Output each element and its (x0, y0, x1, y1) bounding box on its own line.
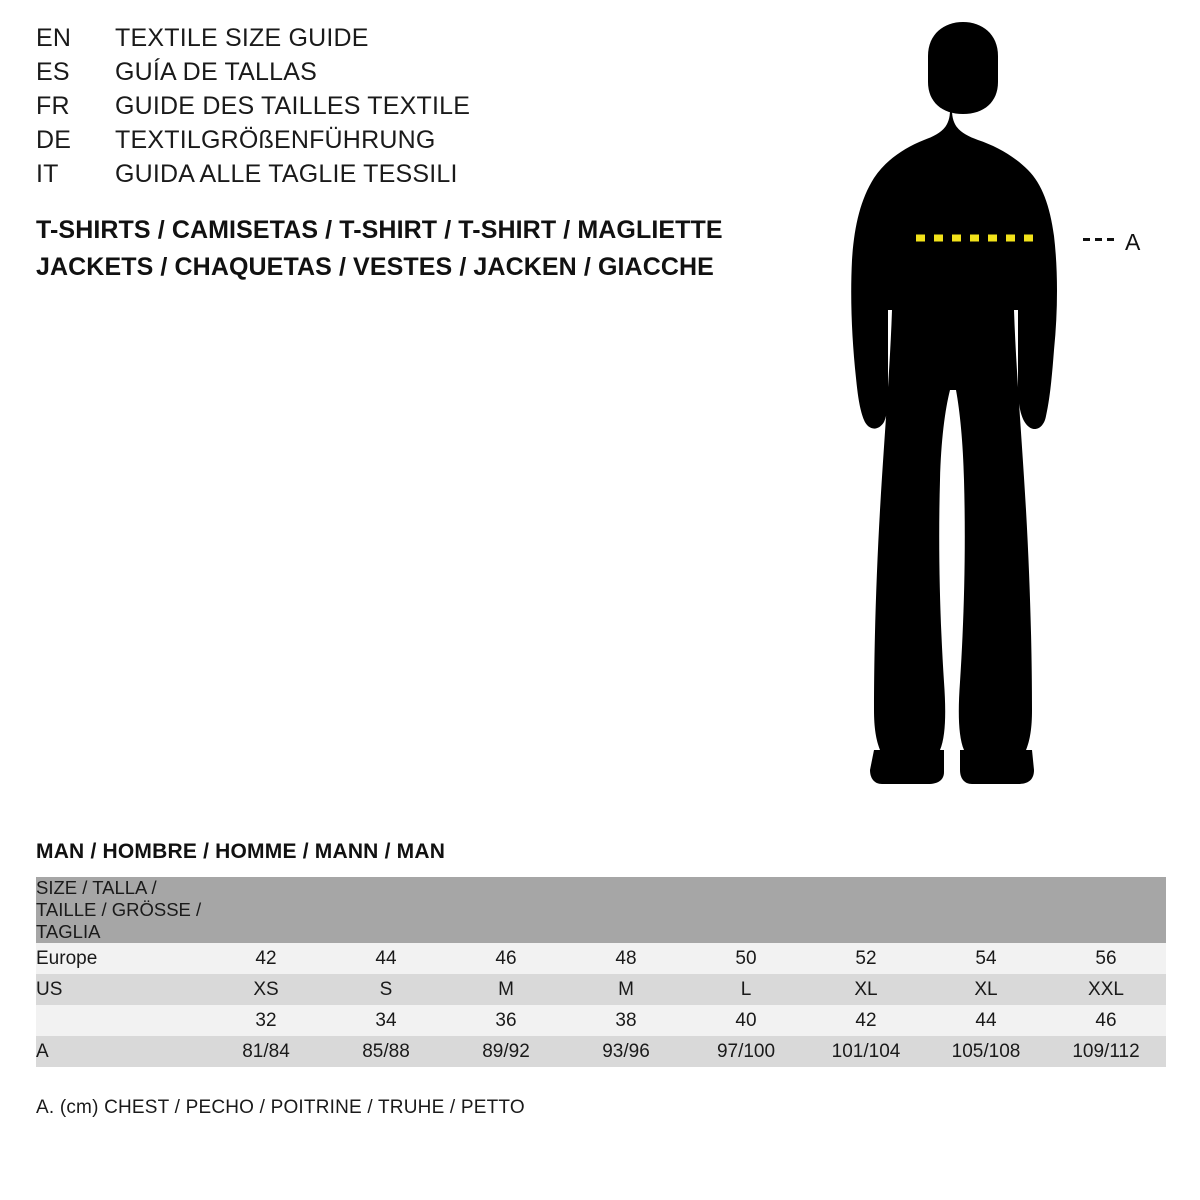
table-cell: 40 (686, 1005, 806, 1036)
table-header-spacer (326, 877, 446, 943)
table-cell: 44 (326, 943, 446, 974)
table-cell: XL (926, 974, 1046, 1005)
table-cell: 46 (1046, 1005, 1166, 1036)
table-header-spacer (446, 877, 566, 943)
table-cell: 42 (806, 1005, 926, 1036)
table-cell: 56 (1046, 943, 1166, 974)
table-header-spacer (806, 877, 926, 943)
table-cell: S (326, 974, 446, 1005)
table-row (36, 943, 1166, 974)
table-row (36, 1005, 1166, 1036)
table-cell: 109/112 (1046, 1036, 1166, 1067)
language-title-list (36, 26, 756, 196)
table-header-spacer (686, 877, 806, 943)
language-title: GUIDE DES TAILLES TEXTILE (115, 92, 471, 120)
table-header-spacer (1046, 877, 1166, 943)
table-cell: XS (206, 974, 326, 1005)
table-cell: L (686, 974, 806, 1005)
table-cell: XL (806, 974, 926, 1005)
table-cell: 50 (686, 943, 806, 974)
table-cell: 44 (926, 1005, 1046, 1036)
table-section-title: MAN / HOMBRE / HOMME / MANN / MAN (36, 840, 446, 863)
language-title: GUÍA DE TALLAS (115, 58, 317, 86)
row-label-europe: Europe (36, 943, 206, 974)
table-cell: 81/84 (206, 1036, 326, 1067)
garment-type-tshirts: T-SHIRTS / CAMISETAS / T-SHIRT / T-SHIRT / MAGLIETTE (36, 216, 723, 244)
table-cell: 36 (446, 1005, 566, 1036)
size-table-section (36, 840, 1166, 1067)
language-title: TEXTILGRÖßENFÜHRUNG (115, 126, 436, 154)
language-title: TEXTILE SIZE GUIDE (115, 24, 369, 52)
language-row (36, 128, 756, 153)
language-code: ES (36, 58, 70, 86)
language-code: EN (36, 24, 72, 52)
language-row (36, 162, 756, 187)
table-row (36, 974, 1166, 1005)
table-row (36, 1036, 1166, 1067)
table-cell: 101/104 (806, 1036, 926, 1067)
table-cell: XXL (1046, 974, 1166, 1005)
table-cell: 38 (566, 1005, 686, 1036)
table-cell: 93/96 (566, 1036, 686, 1067)
table-cell: 54 (926, 943, 1046, 974)
garment-type-jackets: JACKETS / CHAQUETAS / VESTES / JACKEN / GIACCHE (36, 253, 714, 281)
table-cell: 46 (446, 943, 566, 974)
table-cell: M (446, 974, 566, 1005)
table-cell: 52 (806, 943, 926, 974)
language-row (36, 26, 756, 51)
table-footnote: A. (cm) CHEST / PECHO / POITRINE / TRUHE / PETTO (36, 1097, 525, 1118)
table-cell: 89/92 (446, 1036, 566, 1067)
language-code: DE (36, 126, 72, 154)
table-cell: 48 (566, 943, 686, 974)
table-header-label: SIZE / TALLA / TAILLE / GRÖSSE / TAGLIA (36, 877, 206, 943)
table-cell: 32 (206, 1005, 326, 1036)
male-silhouette-icon (800, 10, 1200, 800)
language-row (36, 60, 756, 85)
measure-label-a: A (1125, 229, 1141, 255)
row-label-us: US (36, 974, 206, 1005)
table-cell: 42 (206, 943, 326, 974)
table-header-row (36, 877, 1166, 943)
language-row (36, 94, 756, 119)
table-header-spacer (566, 877, 686, 943)
size-table (36, 877, 1166, 1067)
row-label-a: A (36, 1036, 206, 1067)
table-cell: 85/88 (326, 1036, 446, 1067)
table-cell: 105/108 (926, 1036, 1046, 1067)
measure-leader-line (1083, 238, 1117, 241)
garment-type-list (36, 218, 796, 292)
table-cell: 34 (326, 1005, 446, 1036)
table-cell: M (566, 974, 686, 1005)
table-cell: 97/100 (686, 1036, 806, 1067)
language-code: IT (36, 160, 59, 188)
language-code: FR (36, 92, 70, 120)
row-label-blank (36, 1005, 206, 1036)
table-header-spacer (926, 877, 1046, 943)
measurement-figure (800, 10, 1200, 800)
table-header-spacer (206, 877, 326, 943)
language-title: GUIDA ALLE TAGLIE TESSILI (115, 160, 458, 188)
